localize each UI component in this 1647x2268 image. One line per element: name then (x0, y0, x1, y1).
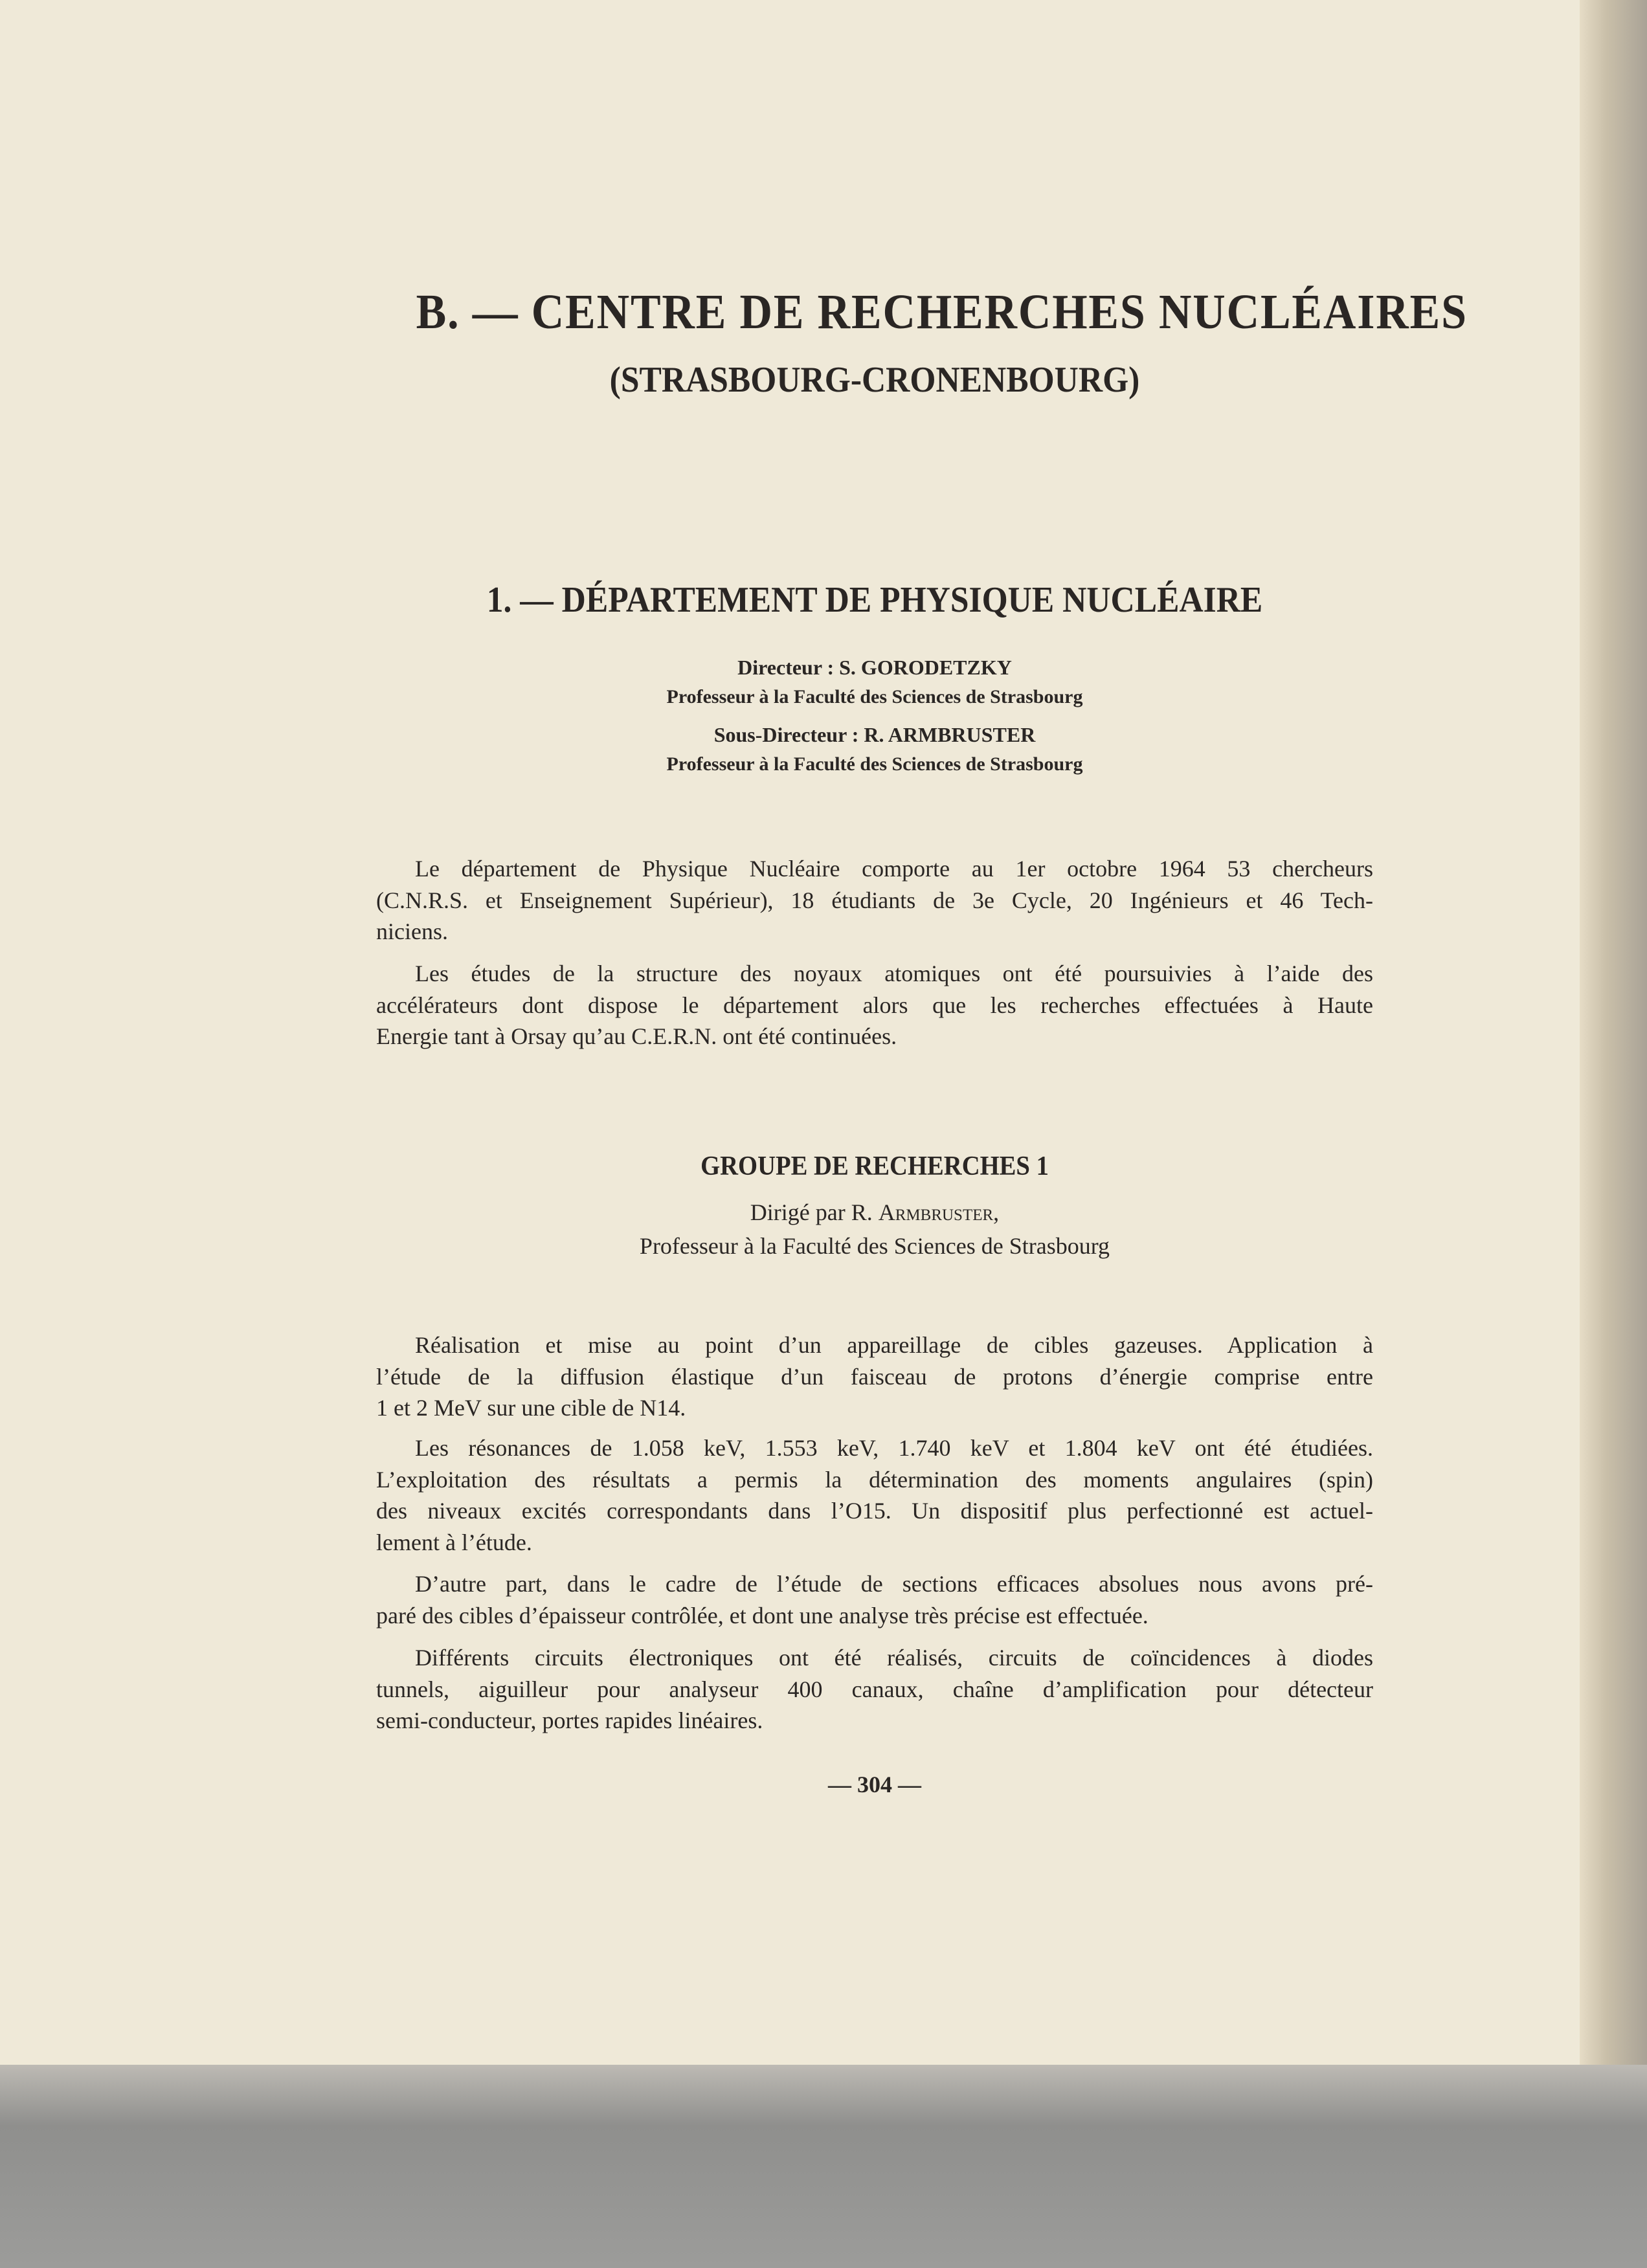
subdirector: Sous-Directeur : R. ARMBRUSTER (713, 723, 1036, 746)
page-title: B. — CENTRE DE RECHERCHES NUCLÉAIRES (416, 285, 1468, 339)
director: Directeur : S. GORODETZKY (737, 656, 1012, 679)
text-line: Le département de Physique Nucléaire comporte au 1er octobre 1964 53 chercheurs (415, 856, 1373, 882)
page-subtitle: (STRASBOURG-CRONENBOURG) (609, 360, 1140, 400)
section-heading: 1. — DÉPARTEMENT DE PHYSIQUE NUCLÉAIRE (486, 580, 1263, 620)
director-title: Professeur à la Faculté des Sciences de Strasbourg (666, 686, 1083, 707)
subdirector-title: Professeur à la Faculté des Sciences de Strasbourg (666, 753, 1083, 775)
text-line: 1 et 2 MeV sur une cible de N14. (376, 1395, 686, 1421)
text-line: Réalisation et mise au point d’un appareillage de cibles gazeuses. Application à (415, 1332, 1373, 1358)
group-leader (376, 1199, 1373, 1226)
paragraph (376, 1432, 1373, 1558)
text-line: Différents circuits électroniques ont été réalisés, circuits de coïncidences à diodes (415, 1645, 1373, 1671)
text-line: Energie tant à Orsay qu’au C.E.R.N. ont été continuées. (376, 1023, 897, 1049)
text-line: paré des cibles d’épaisseur contrôlée, et dont une analyse très précise est effectuée. (376, 1602, 1148, 1629)
page-edge (1580, 0, 1647, 2065)
group-leader-title: Professeur à la Faculté des Sciences de Strasbourg (639, 1233, 1110, 1259)
text-line: Les résonances de 1.058 keV, 1.553 keV, 1.740 keV et 1.804 keV ont été étudiées. (415, 1435, 1373, 1461)
paragraph (376, 958, 1373, 1052)
group-leader-prefix: Dirigé par R. (750, 1199, 879, 1225)
page-number: — 304 — (828, 1772, 921, 1797)
text-line: lement à l’étude. (376, 1529, 532, 1555)
text-line: l’étude de la diffusion élastique d’un faisceau de protons d’énergie comprise entre (376, 1363, 1373, 1390)
scanner-background (0, 2065, 1647, 2268)
text-line: accélérateurs dont dispose le département alors que les recherches effectuées à Haute (376, 992, 1373, 1018)
text-line: des niveaux excités correspondants dans l’O15. Un dispositif plus perfectionné est actuel- (376, 1498, 1373, 1524)
group-leader-name: Armbruster, (878, 1199, 1000, 1225)
text-line: Les études de la structure des noyaux atomiques ont été poursuivies à l’aide des (415, 961, 1373, 986)
text-line: niciens. (376, 918, 448, 944)
paragraph (376, 1329, 1373, 1424)
group-heading: GROUPE DE RECHERCHES 1 (700, 1151, 1049, 1181)
paragraph (376, 1642, 1373, 1737)
paragraph (376, 1568, 1373, 1631)
text-line: (C.N.R.S. et Enseignement Supérieur), 18 étudiants de 3e Cycle, 20 Ingénieurs et 46 Tech- (376, 887, 1373, 913)
paragraph (376, 853, 1373, 948)
text-line: semi-conducteur, portes rapides linéaires. (376, 1707, 763, 1733)
text-line: L’exploitation des résultats a permis la détermination des moments angulaires (spin) (376, 1466, 1373, 1493)
text-line: tunnels, aiguilleur pour analyseur 400 canaux, chaîne d’amplification pour détecteur (376, 1676, 1373, 1702)
text-line: D’autre part, dans le cadre de l’étude de sections efficaces absolues nous avons pré- (415, 1571, 1373, 1597)
